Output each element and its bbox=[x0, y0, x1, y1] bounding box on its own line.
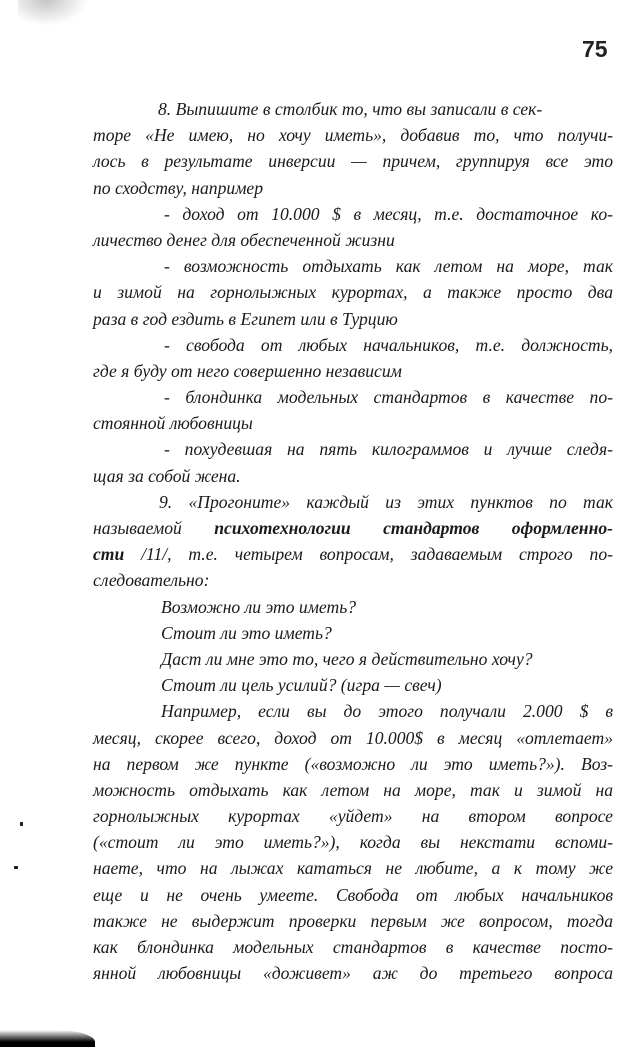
text-line bbox=[93, 829, 613, 855]
line-text: называемой bbox=[93, 518, 215, 538]
line-text: - похудевшая на пять килограммов и лучше следя- bbox=[164, 439, 613, 460]
text-line bbox=[93, 358, 613, 384]
text-line bbox=[93, 594, 613, 620]
line-text: янной любовницы «доживет» аж до третьего вопроса bbox=[93, 963, 613, 984]
bold-term: психотехнологии стандартов оформленно- bbox=[214, 518, 613, 538]
text-line bbox=[93, 908, 613, 934]
line-text: по сходству, например bbox=[93, 177, 264, 198]
text-line bbox=[93, 803, 613, 829]
line-text: 9. «Прогоните» каждый из этих пунктов по так bbox=[159, 491, 613, 512]
text-line bbox=[93, 463, 613, 489]
line-text: - доход от 10.000 $ в месяц, т.е. достаточное ко- bbox=[164, 203, 613, 224]
text-line bbox=[93, 384, 613, 410]
line-text: как блондинка модельных стандартов в качестве посто- bbox=[93, 937, 613, 957]
text-line bbox=[93, 777, 613, 803]
line-text: Стоит ли это иметь? bbox=[161, 622, 332, 643]
line-text: личество денег для обеспеченной жизни bbox=[93, 229, 395, 250]
text-line bbox=[93, 882, 613, 908]
bold-term: сти bbox=[93, 544, 125, 565]
line-text: щая за собой жена. bbox=[93, 465, 241, 486]
line-text: Например, если вы до этого получали 2.000 $ в bbox=[161, 701, 613, 722]
line-text: и зимой на горнолыжных курортах, а также просто два bbox=[93, 282, 613, 303]
line-text: на первом же пункте («возможно ли это иметь?»). Воз- bbox=[93, 753, 613, 774]
text-line bbox=[93, 253, 613, 279]
line-text: можность отдыхать как летом на море, так и зимой на bbox=[93, 779, 613, 800]
text-line bbox=[93, 515, 613, 541]
line-text: 8. Выпишите в столбик то, что вы записали в сек- bbox=[158, 99, 543, 119]
line-text: /11/, т.е. четырем вопросам, задаваемым строго по- bbox=[124, 544, 613, 565]
text-line bbox=[93, 567, 613, 593]
text-line bbox=[93, 698, 613, 724]
text-line bbox=[93, 934, 613, 960]
line-text: - возможность отдыхать как летом на море, так bbox=[164, 256, 613, 277]
text-line bbox=[93, 227, 613, 253]
line-text: раза в год ездить в Египет или в Турцию bbox=[93, 308, 398, 329]
text-line bbox=[93, 646, 613, 672]
text-line bbox=[93, 672, 613, 698]
text-line bbox=[93, 751, 613, 777]
page-number: 75 bbox=[582, 36, 608, 62]
text-line bbox=[93, 410, 613, 436]
line-text: лось в результате инверсии — причем, группируя все это bbox=[93, 151, 613, 172]
scan-smudge bbox=[0, 1030, 95, 1047]
text-line bbox=[93, 725, 613, 751]
line-text: стоянной любовницы bbox=[93, 413, 253, 434]
line-text: Даст ли мне это то, чего я действительно хочу? bbox=[161, 648, 533, 669]
text-line bbox=[93, 148, 613, 174]
scan-speck bbox=[14, 866, 18, 869]
text-line bbox=[93, 306, 613, 332]
line-text: - свобода от любых начальников, т.е. должность, bbox=[164, 334, 613, 355]
body-text bbox=[93, 96, 613, 986]
text-line bbox=[93, 620, 613, 646]
text-line bbox=[93, 122, 613, 148]
line-text: также не выдержит проверки первым же вопросом, тогда bbox=[93, 910, 613, 931]
text-line bbox=[93, 279, 613, 305]
scan-speck bbox=[20, 822, 23, 826]
line-text: еще и не очень умеете. Свобода от любых начальников bbox=[93, 884, 613, 905]
line-text: наете, что на лыжах кататься не любите, а к тому же bbox=[93, 858, 613, 879]
text-line bbox=[93, 541, 613, 567]
line-text: торе «Не имею, но хочу иметь», добавив то, что получи- bbox=[93, 125, 613, 146]
line-text: месяц, скорее всего, доход от 10.000$ в месяц «отлетает» bbox=[93, 727, 613, 748]
text-line bbox=[93, 436, 613, 462]
line-text: горнолыжных курортах «уйдет» на втором вопросе bbox=[93, 806, 613, 827]
line-text: где я буду от него совершенно независим bbox=[93, 360, 402, 381]
text-line bbox=[93, 489, 613, 515]
text-line bbox=[93, 960, 613, 986]
line-text: следовательно: bbox=[93, 570, 210, 591]
line-text: - блондинка модельных стандартов в качестве по- bbox=[164, 387, 613, 408]
text-line bbox=[93, 332, 613, 358]
text-line bbox=[93, 855, 613, 881]
text-line bbox=[93, 201, 613, 227]
scan-smudge bbox=[18, 0, 88, 26]
line-text: («стоит ли это иметь?»), когда вы некстати вспоми- bbox=[93, 832, 613, 853]
text-line bbox=[93, 175, 613, 201]
text-line bbox=[93, 96, 613, 122]
line-text: Возможно ли это иметь? bbox=[161, 596, 357, 617]
line-text: Стоит ли цель усилий? (игра — свеч) bbox=[161, 675, 442, 696]
